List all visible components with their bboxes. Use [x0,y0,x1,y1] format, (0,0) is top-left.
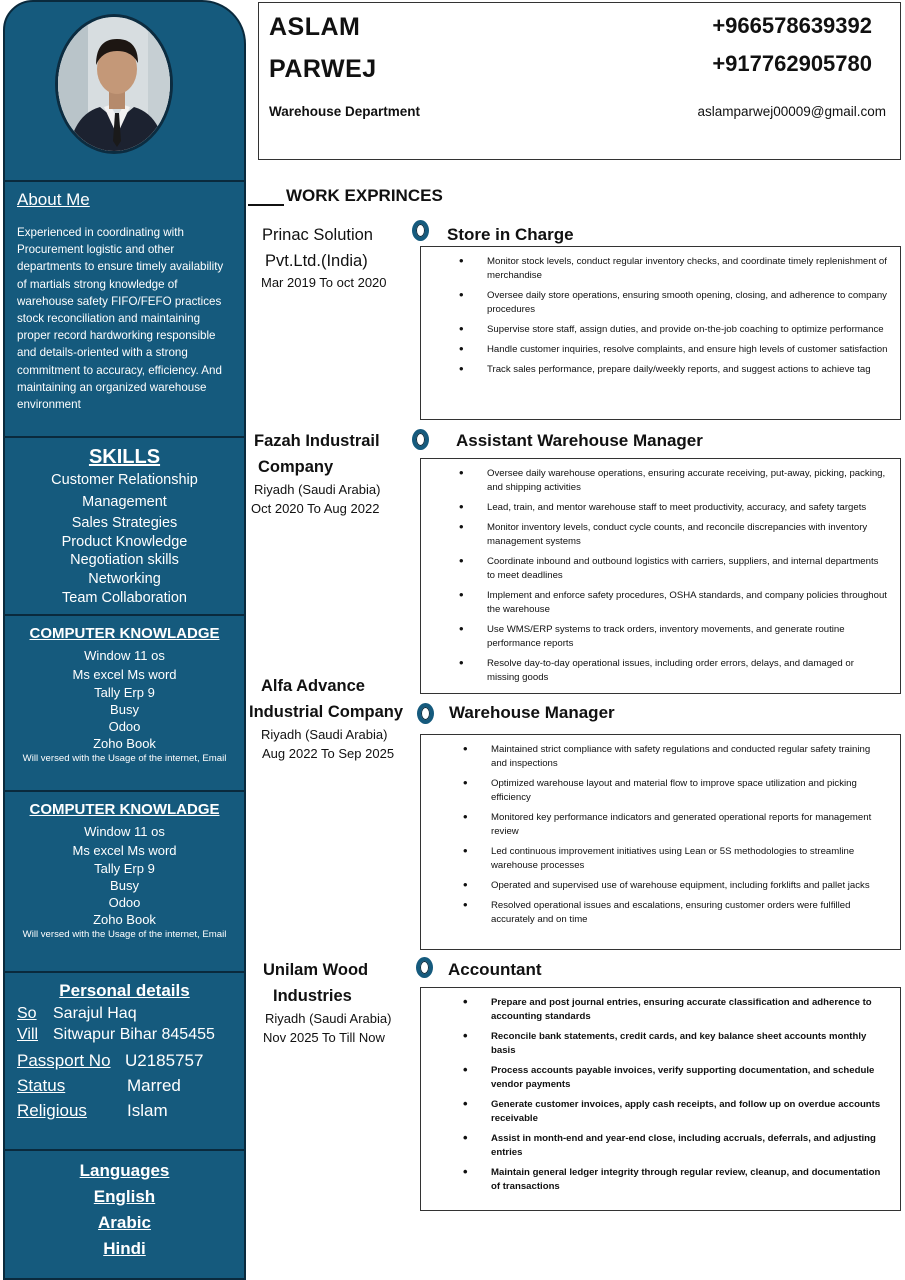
sidebar [3,0,246,1280]
job-location: Riyadh (Saudi Arabia) [254,482,381,497]
timeline-ring-icon [412,220,429,241]
skill-item: Negotiation skills [70,552,179,569]
job-title: Warehouse Manager [449,703,615,722]
title-rule [248,204,284,206]
personal-value: Sitwapur Bihar 845455 [53,1026,215,1043]
duty-item: • Maintain general ledger integrity through regular review, cleanup, and documentation of transactions [491,1166,888,1194]
personal-value: Islam [127,1101,168,1120]
computer-knowledge-item: Window 11 os [84,648,165,663]
language-item: Hindi [103,1239,146,1258]
job-company-line1: Unilam Wood [263,961,369,979]
job-company [249,673,403,725]
phone-primary: +966578639392 [712,13,872,38]
name [269,9,377,87]
computer-knowledge-section [3,614,246,792]
language-item: Arabic [98,1213,151,1232]
duty-item: • Prepare and post journal entries, ensuring accurate classification and adherence to accounting standards [491,996,888,1024]
job-company-line1: Fazah Industrail [254,432,380,450]
computer-knowledge-note: Will versed with the Usage of the internet, Email [22,753,227,764]
duty-item: • Generate customer invoices, apply cash receipts, and follow up on overdue accounts receivable [491,1098,888,1126]
job-company-line2: Industrial Company [249,703,404,721]
job-duties-box [420,987,901,1211]
duty-item: • Resolved operational issues and escalations, ensuring customer orders were fulfilled accurately and on time [491,899,888,927]
job-duties-box [420,734,901,950]
work-experience-title [248,186,443,206]
duty-item: • Monitor stock levels, conduct regular inventory checks, and coordinate timely replenishment of merchandise [487,255,888,283]
duty-item: • Coordinate inbound and outbound logistics with carriers, suppliers, and internal departments to meet deadlines [487,555,888,583]
job-company-line1: Prinac Solution [262,226,373,244]
duty-item: • Use WMS/ERP systems to track orders, inventory movements, and generate routine performance reports [487,623,888,651]
job-title: Assistant Warehouse Manager [456,431,703,450]
duty-item: • Resolve day-to-day operational issues, including order errors, delays, and damaged or missing goods [487,657,888,685]
personal-value: U2185757 [125,1051,204,1070]
job-location: Riyadh (Saudi Arabia) [261,727,388,742]
personal-row [17,1101,232,1126]
timeline-ring-icon [412,429,429,450]
skills-title: SKILLS [88,446,161,468]
computer-knowledge-item: Zoho Book [93,736,156,751]
computer-knowledge-item: Ms excel Ms word [72,667,177,682]
skill-item: Team Collaboration [62,589,187,606]
duty-item: • Track sales performance, prepare daily/weekly reports, and suggest actions to achieve tag [487,363,888,377]
duty-item: • Optimized warehouse layout and material flow to improve space utilization and picking efficiency [491,777,888,805]
duty-item: • Monitored key performance indicators and generated operational reports for management review [491,811,888,839]
duty-item: • Maintained strict compliance with safety regulations and conducted regular safety training and inspections [491,743,888,771]
duty-item: • Handle customer inquiries, resolve complaints, and ensure high levels of customer satisfaction [487,343,888,357]
job-company-line2: Company [258,458,334,476]
job-company-line2: Industries [273,987,352,1005]
job-company-line1: Alfa Advance [261,677,365,695]
duty-item: • Reconcile bank statements, credit cards, and key balance sheet accounts monthly basis [491,1030,888,1058]
personal-label: Religious [17,1101,87,1120]
about-section [3,180,246,438]
personal-label: Vill [17,1026,39,1043]
last-name: PARWEJ [269,55,377,83]
profile-photo [55,14,173,154]
duty-item: • Oversee daily store operations, ensuring smooth opening, closing, and adherence to company procedures [487,289,888,317]
computer-knowledge-item: Odoo [108,719,141,734]
personal-row [17,1026,232,1051]
skills-section [3,436,246,616]
duty-item: • Implement and enforce safety procedures, OSHA standards, and company policies throughout the warehouse [487,589,888,617]
job-title: Accountant [448,960,542,979]
email: aslamparwej00009@gmail.com [697,104,886,119]
job-period: Oct 2020 To Aug 2022 [251,501,380,516]
computer-knowledge-section [3,790,246,973]
skill-item: Sales Strategies [71,515,178,532]
skill-item: Customer Relationship [51,472,198,488]
timeline-ring-icon [417,703,434,724]
duty-item: • Lead, train, and mentor warehouse staff to meet productivity, accuracy, and safety targets [487,501,888,515]
personal-value: Marred [127,1076,181,1095]
job-period: Aug 2022 To Sep 2025 [262,746,395,761]
personal-row [17,1076,232,1101]
skill-item: Product Knowledge [61,533,188,550]
languages-title: Languages [79,1161,170,1180]
duty-item: • Oversee daily warehouse operations, ensuring accurate receiving, put-away, picking, packing, and shipping activities [487,467,888,495]
duty-item: • Process accounts payable invoices, verify supporting documentation, and schedule vendor payments [491,1064,888,1092]
duty-item: • Assist in month-end and year-end close, including accruals, deferrals, and adjusting entries [491,1132,888,1160]
job-company [262,222,373,274]
computer-knowledge-item: Odoo [108,895,141,910]
computer-knowledge-item: Tally Erp 9 [94,685,155,700]
languages-section [3,1149,246,1280]
job-period: Nov 2025 To Till Now [263,1030,385,1045]
computer-knowledge-item: Tally Erp 9 [94,861,155,876]
job-company-line2: Pvt.Ltd.(India) [265,252,368,270]
job-title: Store in Charge [447,225,574,244]
personal-details-section [3,971,246,1151]
department: Warehouse Department [269,104,421,119]
job-company [263,957,368,1009]
about-text: Experienced in coordinating with Procurement logistic and other departments to ensure timely availability of martials strong knowledge of warehouse safety FIFO/FEFO practices stock reconciliation and maintaining proper record hardworking responsible and details-oriented with a strong commitment to accuracy, efficiency. And maintaining an organized warehouse environment [17,226,224,412]
personal-value: Sarajul Haq [53,1005,137,1022]
computer-knowledge-title: COMPUTER KNOWLADGE [29,801,220,818]
work-experience-heading: WORK EXPRINCES [286,186,443,205]
computer-knowledge-item: Window 11 os [84,824,165,839]
computer-knowledge-item: Zoho Book [93,912,156,927]
personal-row [17,1051,232,1076]
job-duties-box [420,458,901,694]
skill-item: Management [82,493,167,510]
job-duties-box [420,246,901,420]
job-period: Mar 2019 To oct 2020 [261,275,387,290]
timeline-ring-icon [416,957,433,978]
duty-item: • Monitor inventory levels, conduct cycle counts, and reconcile discrepancies with inventory management systems [487,521,888,549]
language-item: English [93,1187,156,1206]
personal-label: Passport No [17,1051,111,1070]
skill-item: Networking [88,570,161,587]
job-location: Riyadh (Saudi Arabia) [265,1011,392,1026]
duty-item: • Led continuous improvement initiatives using Lean or 5S methodologies to streamline warehouse processes [491,845,888,873]
header-box [258,2,901,160]
job-company [254,428,380,480]
about-title: About Me [17,190,90,209]
computer-knowledge-item: Ms excel Ms word [72,843,177,858]
phone-secondary: +917762905780 [712,51,872,76]
computer-knowledge-title: COMPUTER KNOWLADGE [29,625,220,642]
duty-item: • Operated and supervised use of warehouse equipment, including forklifts and pallet jacks [491,879,888,893]
personal-label: Status [17,1076,66,1095]
computer-knowledge-item: Busy [110,702,139,717]
profile-photo-panel [3,0,246,182]
first-name: ASLAM [269,13,361,41]
personal-details-title: Personal details [59,981,190,1000]
computer-knowledge-note: Will versed with the Usage of the internet, Email [22,929,227,940]
personal-label: So [17,1005,37,1022]
duty-item: • Supervise store staff, assign duties, and provide on-the-job coaching to optimize performance [487,323,888,337]
computer-knowledge-item: Busy [110,878,139,893]
